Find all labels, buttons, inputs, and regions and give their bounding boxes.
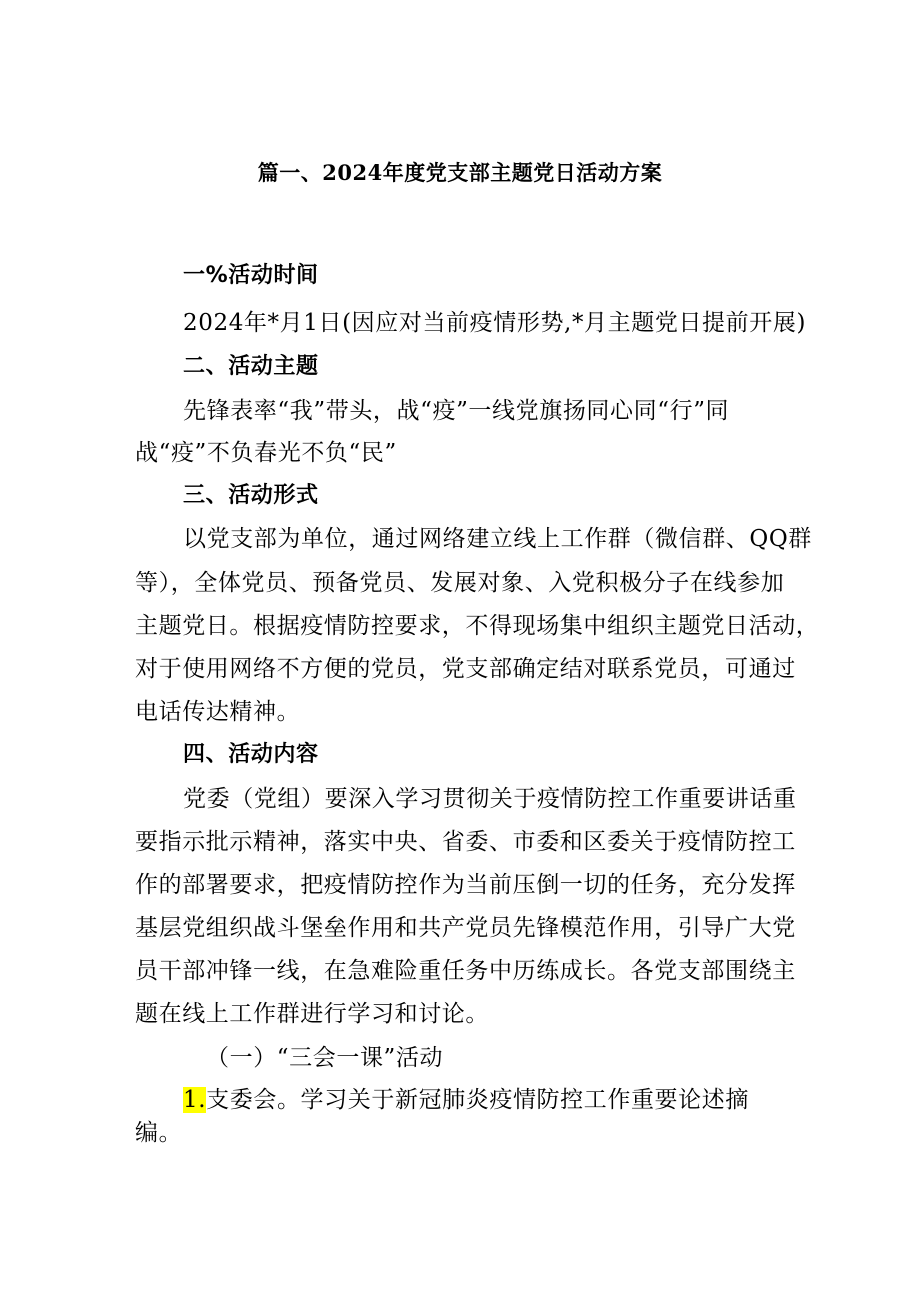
list-item-continuation: 编。 — [135, 1120, 183, 1146]
document-title: 篇一、2024年度党支部主题党日活动方案 — [257, 160, 663, 185]
paragraph-line: 战“疫”不负春光不负“民” — [135, 440, 397, 466]
paragraph-line: 对于使用网络不方便的党员，党支部确定结对联系党员，可通过 — [135, 656, 796, 682]
section-heading-form: 三、活动形式 — [183, 483, 319, 508]
section-text-time: 2024年*月1日(因应对当前疫情形势,*月主题党日提前开展) — [183, 310, 807, 336]
section-heading-theme: 二、活动主题 — [183, 354, 319, 379]
paragraph-line: 以党支部为单位，通过网络建立线上工作群（微信群、QQ群 — [183, 526, 812, 552]
paragraph-line: 题在线上工作群进行学习和讨论。 — [135, 1001, 489, 1027]
paragraph-line: 基层党组织战斗堡垒作用和共产党员先锋模范作用，引导广大党 — [135, 915, 796, 941]
paragraph-line: 电话传达精神。 — [135, 699, 301, 725]
section-heading-time: 一%活动时间 — [183, 263, 319, 288]
list-item-text: 支委会。学习关于新冠肺炎疫情防控工作重要论述摘 — [206, 1087, 749, 1113]
paragraph-line: 党委（党组）要深入学习贯彻关于疫情防控工作重要讲话重 — [183, 786, 797, 812]
section-heading-content: 四、活动内容 — [183, 742, 319, 767]
paragraph-line: 员干部冲锋一线，在急难险重任务中历练成长。各党支部围绕主 — [135, 958, 796, 984]
subsection-heading: （一）“三会一课”活动 — [206, 1045, 444, 1071]
paragraph-line: 先锋表率“我”带头，战“疫”一线党旗扬同心同“行”同 — [183, 398, 730, 424]
paragraph-line: 主题党日。根据疫情防控要求，不得现场集中组织主题党日活动， — [135, 613, 820, 639]
paragraph-line: 作的部署要求，把疫情防控作为当前压倒一切的任务，充分发挥 — [135, 872, 796, 898]
paragraph-line: 等），全体党员、预备党员、发展对象、入党积极分子在线参加 — [135, 570, 785, 596]
list-item — [183, 1085, 749, 1115]
highlighted-item-number: 1. — [183, 1087, 207, 1113]
paragraph-line: 要指示批示精神，落实中央、省委、市委和区委关于疫情防控工 — [135, 829, 796, 855]
